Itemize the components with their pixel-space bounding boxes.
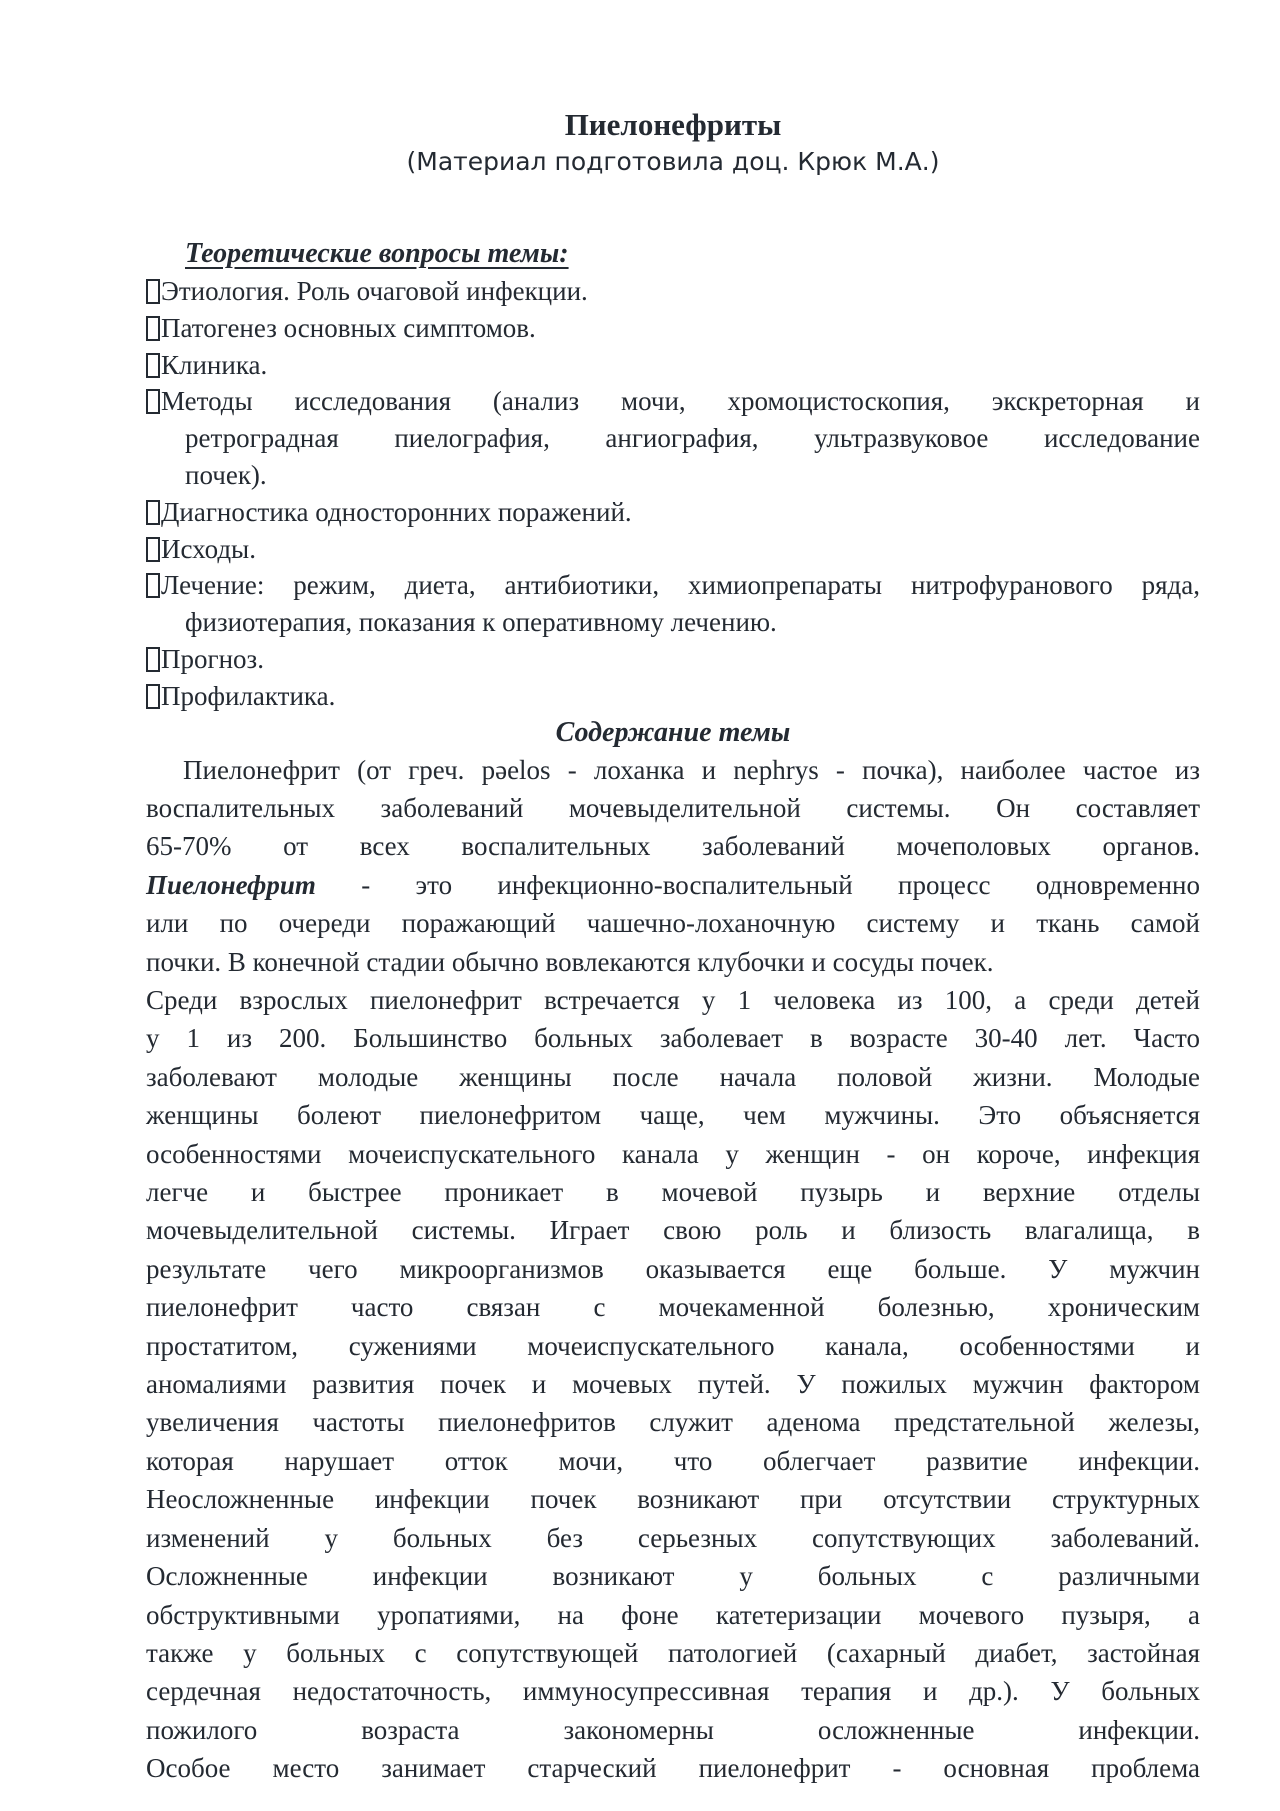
document-subtitle: (Материал подготовила доц. Крюк М.А.) <box>406 147 940 176</box>
content-body <box>146 751 1200 1788</box>
body-text-line: Неосложненные инфекции почек возникают при отсутствии структурных <box>146 1484 1200 1515</box>
body-text-line: Среди взрослых пиелонефрит встречается у 1 человека из 100, а среди детей <box>146 985 1200 1015</box>
body-text-line: мочевыделительной системы. Играет свою роль и близость влагалища, в <box>146 1215 1200 1246</box>
body-text-line: Осложненные инфекции возникают у больных с различными <box>146 1561 1200 1592</box>
bullet-box-icon <box>146 684 160 709</box>
body-text-line: Особое место занимает старческий пиелонефрит - основная проблема <box>146 1753 1200 1784</box>
body-text-line: Пиелонефрит - это инфекционно-воспалительный процесс одновременно <box>146 869 1200 900</box>
body-text-line: Пиелонефрит (от греч. pəelos - лоханка и nephrys - почка), наиболее частое из <box>183 754 1200 785</box>
body-text-line: обструктивными уропатиями, на фоне катетеризации мочевого пузыря, а <box>146 1599 1200 1630</box>
bold-italic-term: Пиелонефрит <box>146 869 316 900</box>
topic-item <box>146 531 1200 568</box>
topics-heading-row <box>185 235 1200 273</box>
body-text-line: простатитом, сужениями мочеиспускательного канала, особенностями и <box>146 1330 1200 1361</box>
bullet-box-icon <box>146 389 160 414</box>
topic-line: почек). <box>185 459 267 490</box>
topic-item <box>146 273 1200 310</box>
body-text-line: особенностями мочеиспускательного канала у женщин - он короче, инфекция <box>146 1138 1200 1169</box>
topic-line: ретроградная пиелография, ангиография, ультразвуковое исследование <box>185 423 1200 454</box>
topic-line: Этиология. Роль очаговой инфекции. <box>146 273 1200 310</box>
body-text-line: легче и быстрее проникает в мочевой пузырь и верхние отделы <box>146 1177 1200 1208</box>
body-text-line: 65-70% от всех воспалительных заболеваний мочеполовых органов. <box>146 831 1200 862</box>
topic-line: Диагностика односторонних поражений. <box>146 494 1200 531</box>
body-text-line: или по очереди поражающий чашечно-лоханочную систему и ткань самой <box>146 908 1200 939</box>
topic-item <box>146 494 1200 531</box>
body-text-line: женщины болеют пиелонефритом чаще, чем мужчины. Это объясняется <box>146 1100 1200 1131</box>
topic-line: Профилактика. <box>146 678 1200 715</box>
topic-item <box>146 347 1200 384</box>
topic-item <box>146 567 1200 641</box>
bullet-box-icon <box>146 316 160 341</box>
topic-item <box>146 641 1200 678</box>
body-text-line: пожилого возраста закономерны осложненные инфекции. <box>146 1714 1200 1745</box>
topic-line: физиотерапия, показания к оперативному лечению. <box>185 607 777 638</box>
topic-item <box>146 678 1200 715</box>
body-text-line: пиелонефрит часто связан с мочекаменной болезнью, хроническим <box>146 1292 1200 1323</box>
body-text-line: также у больных с сопутствующей патологией (сахарный диабет, застойная <box>146 1637 1200 1668</box>
topic-line: Прогноз. <box>146 641 1200 678</box>
body-text-line: увеличения частоты пиелонефритов служит аденома предстательной железы, <box>146 1407 1200 1438</box>
body-text-line: у 1 из 200. Большинство больных заболевает в возрасте 30-40 лет. Часто <box>146 1023 1200 1054</box>
paragraph <box>146 981 1200 1788</box>
topics-heading: Теоретические вопросы темы: <box>185 238 569 269</box>
bullet-box-icon <box>146 537 160 562</box>
body-text-line: воспалительных заболеваний мочевыделительной системы. Он составляет <box>146 792 1200 823</box>
topic-item <box>146 310 1200 347</box>
body-text-line: которая нарушает отток мочи, что облегчает развитие инфекции. <box>146 1445 1200 1476</box>
body-text-line: аномалиями развития почек и мочевых путей. У пожилых мужчин фактором <box>146 1369 1200 1400</box>
body-text-line: почки. В конечной стадии обычно вовлекаются клубочки и сосуды почек. <box>146 946 994 977</box>
paragraph <box>146 751 1200 981</box>
content-heading: Содержание темы <box>555 716 791 748</box>
topics-list <box>146 273 1200 715</box>
topic-line: Лечение: режим, диета, антибиотики, химиопрепараты нитрофуранового ряда, <box>146 567 1200 604</box>
bullet-box-icon <box>146 500 160 525</box>
bullet-box-icon <box>146 279 160 304</box>
topic-line: Исходы. <box>146 531 1200 568</box>
topic-line: Методы исследования (анализ мочи, хромоцистоскопия, экскреторная и <box>146 383 1200 420</box>
topic-item <box>146 383 1200 493</box>
topic-line: Клиника. <box>146 347 1200 384</box>
bullet-box-icon <box>146 573 160 598</box>
body-text-line: изменений у больных без серьезных сопутствующих заболеваний. <box>146 1522 1200 1553</box>
body-text-line: сердечная недостаточность, иммуносупрессивная терапия и др.). У больных <box>146 1676 1200 1707</box>
bullet-box-icon <box>146 353 160 378</box>
body-text-line: заболевают молодые женщины после начала половой жизни. Молодые <box>146 1061 1200 1092</box>
document-title: Пиелонефриты <box>564 107 782 142</box>
topic-line: Патогенез основных симптомов. <box>146 310 1200 347</box>
bullet-box-icon <box>146 647 160 672</box>
body-text-line: результате чего микроорганизмов оказывается еще больше. У мужчин <box>146 1253 1200 1284</box>
